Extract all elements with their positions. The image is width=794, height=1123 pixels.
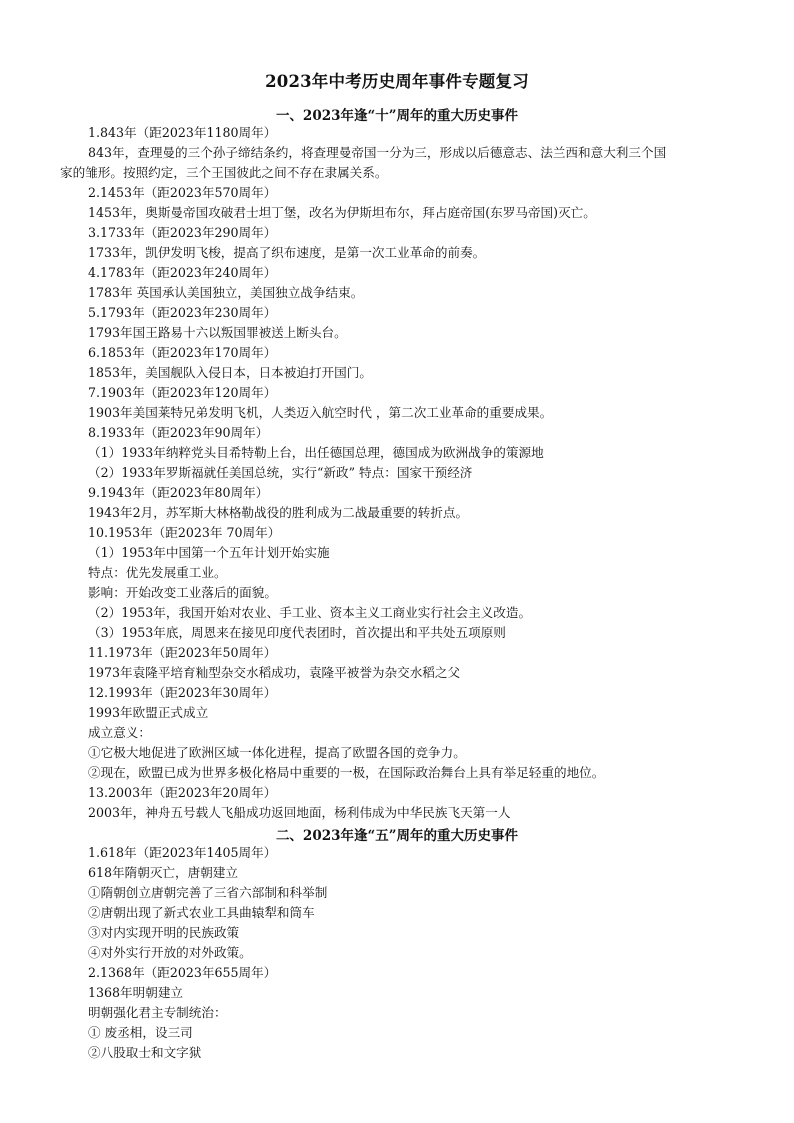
body-line: ②八股取士和文字狱 — [88, 1045, 202, 1060]
body-line: ③对内实现开明的民族政策 — [88, 925, 240, 940]
body-line: ①它极大地促进了欧洲区域一体化进程，提高了欧盟各国的竞争力。 — [88, 745, 466, 760]
body-line: 影响：开始改变工业落后的面貌。 — [88, 585, 277, 600]
body-line: 618年隋朝灭亡，唐朝建立 — [88, 865, 238, 880]
event-heading: 12.1993年（距2023年30周年） — [88, 685, 277, 700]
body-line: 843年，查理曼的三个孙子缔结条约，将查理曼帝国一分为三，形成以后德意志、法兰西和意大利三个国 — [88, 145, 667, 160]
body-line: 1973年袁隆平培育籼型杂交水稻成功，袁隆平被誉为杂交水稻之父 — [88, 665, 461, 680]
event-heading: 3.1733年（距2023年290周年） — [88, 225, 277, 240]
body-line: （1）1933年纳粹党头目希特勒上台，出任德国总理，德国成为欧洲战争的策源地 — [88, 445, 544, 460]
body-line: 1903年美国莱特兄弟发明飞机，人类迈入航空时代 ，第二次工业革命的重要成果。 — [88, 405, 553, 420]
body-line: 1993年欧盟正式成立 — [88, 705, 209, 720]
body-line: ④对外实行开放的对外政策。 — [88, 945, 252, 960]
event-heading: 6.1853年（距2023年170周年） — [88, 345, 277, 360]
body-line: （3）1953年底，周恩来在接见印度代表团时，首次提出和平共处五项原则 — [88, 625, 506, 640]
body-line: 1733年，凯伊发明飞梭，提高了织布速度，是第一次工业革命的前奏。 — [88, 245, 486, 260]
body-line: 1783年 英国承认美国独立，美国独立战争结束。 — [88, 285, 364, 300]
section-heading-1: 一、2023年逢“十”周年的重大历史事件 — [275, 108, 519, 124]
body-line: （2）1933年罗斯福就任美国总统，实行“新政” 特点：国家干预经济 — [88, 465, 473, 480]
body-line: ②唐朝出现了新式农业工具曲辕犁和筒车 — [88, 905, 315, 920]
event-heading: 9.1943年（距2023年80周年） — [88, 485, 269, 500]
body-line: ①隋朝创立唐朝完善了三省六部制和科举制 — [88, 885, 328, 900]
body-line: ②现在，欧盟已成为世界多极化格局中重要的一极，在国际政治舞台上具有举足轻重的地位。 — [88, 765, 605, 780]
event-heading: 4.1783年（距2023年240周年） — [88, 265, 277, 280]
body-line: 明朝强化君主专制统治： — [88, 1005, 227, 1020]
body-line: （1）1953年中国第一个五年计划开始实施 — [88, 545, 330, 560]
body-line: （2）1953年，我国开始对农业、手工业、资本主义工商业实行社会主义改造。 — [88, 605, 532, 620]
body-line: 1943年2月，苏军斯大林格勒战役的胜利成为二战最重要的转折点。 — [88, 505, 469, 520]
section-heading-2: 二、2023年逢“五”周年的重大历史事件 — [275, 828, 519, 844]
event-heading: 7.1903年（距2023年120周年） — [88, 385, 277, 400]
event-heading: 8.1933年（距2023年90周年） — [88, 425, 269, 440]
body-line: 特点：优先发展重工业。 — [88, 565, 227, 580]
event-heading: 5.1793年（距2023年230周年） — [88, 305, 277, 320]
event-heading: 10.1953年（距2023年 70周年） — [88, 525, 281, 540]
body-line: 成立意义： — [88, 725, 151, 740]
event-heading: 11.1973年（距2023年50周年） — [88, 645, 277, 660]
event-heading: 13.2003年（距2023年20周年） — [88, 785, 277, 800]
event-heading: 1.843年（距2023年1180周年） — [88, 125, 277, 140]
body-line: 1853年，美国舰队入侵日本，日本被迫打开国门。 — [88, 365, 372, 380]
body-line: 1453年，奥斯曼帝国攻破君士坦丁堡，改名为伊斯坦布尔，拜占庭帝国(东罗马帝国)灭亡。 — [88, 205, 596, 220]
body-line: 家的雏形。按照约定，三个王国彼此之间不存在隶属关系。 — [60, 165, 388, 180]
page-title: 2023年中考历史周年事件专题复习 — [265, 72, 529, 91]
body-line: 2003年，神舟五号载人飞船成功返回地面，杨利伟成为中华民族飞天第一人 — [88, 805, 511, 820]
body-line: ① 废丞相，设三司 — [88, 1025, 193, 1040]
body-line: 1793年国王路易十六以叛国罪被送上断头台。 — [88, 325, 347, 340]
event-heading: 2.1453年（距2023年570周年） — [88, 185, 277, 200]
body-line: 1368年明朝建立 — [88, 985, 184, 1000]
event-heading: 2.1368年（距2023年655周年） — [88, 965, 277, 980]
event-heading: 1.618年（距2023年1405周年） — [88, 845, 277, 860]
